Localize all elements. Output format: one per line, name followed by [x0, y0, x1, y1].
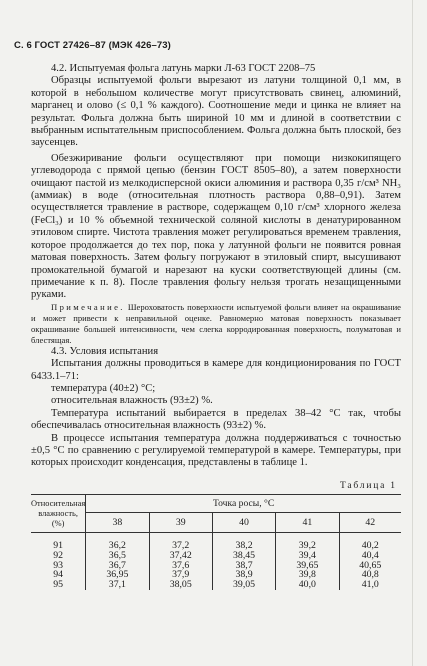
scan-edge-line: [412, 0, 413, 666]
table-cell: 40,4: [361, 549, 379, 561]
table-cell: 38,05: [149, 580, 212, 590]
table-cell: 36,7: [86, 561, 149, 571]
table-cell-humidity: 93: [31, 561, 86, 571]
section-4-3-paragraph-3: В процессе испытания температура должна поддерживаться с точностью ±0,5 °С по сравнению с регулируемой температурой в камере. Температуры, при которых происходит конденсация, представлены в таблице 1.: [31, 432, 401, 469]
table-cell: 38,9: [212, 570, 275, 580]
dew-point-table: [31, 494, 401, 590]
table-row: [31, 580, 401, 590]
section-4-3-paragraph-1: Испытания должны проводиться в камере для кондиционирования по ГОСТ 6433.1–71:: [31, 358, 401, 382]
table-cell: 39,2: [276, 533, 339, 551]
section-4-2-paragraph-2: Обезжиривание фольги осуществляют при помощи низкокипящего углеводорода с прямой цепью (бензин ГОСТ 8505–80), а затем поверхности очищают пастой из мелкодисперсной окиси алюминия и раствора 0,35 г/см³ NH₃ (аммиак) в воде (относительная плотность раствора 0,88–0,91). Затем осуществляется травление в растворе, содержащем 0,10 г/см³ хлорного железа (FeCl₃) и 10 % объемной технической соляной кислоты в денатурированном этиловом спирте. Чистота травления может регулироваться временем травления, которое продолжается до тех пор, пока у латунной фольги не появится ровная матовая поверхность. Затем фольгу погружают в этиловый спирт, высушивают промокательной бумагой и нарезают на куски соответствующей длины (см. примечание к п. 8). После травления фольгу нельзя трогать незащищенными руками.: [31, 152, 401, 301]
table-col-header: 39: [149, 513, 212, 533]
table-cell: 40,0: [276, 580, 339, 590]
table-row: [31, 533, 401, 551]
section-4-3-humidity: относительная влажность (93±2) %.: [51, 395, 213, 407]
note: [31, 302, 401, 346]
table-cell: 37,6: [149, 561, 212, 571]
table-col-header: 40: [212, 513, 275, 533]
section-4-2-paragraph-1: Образцы испытуемой фольги вырезают из латуни толщиной 0,1 мм, в которой в небольшом количестве могут присутствовать свинец, алюминий, марганец и олово (≤ 0,1 % каждого). Соотношение меди и цинка не влияет на результат. Фольга должна быть шириной 10 мм и длиной в соответствии с выбранным испытательным приспособлением. Фольга должна быть плоской, без заусенцев.: [31, 75, 401, 149]
table-cell: 40,65: [359, 559, 382, 571]
table-col-header: 38: [86, 513, 149, 533]
table-header-dew-point: Точка росы, °С: [86, 495, 401, 513]
table-row: [31, 570, 401, 580]
table-cell: 37,9: [149, 570, 212, 580]
section-4-3-title: 4.3. Условия испытания: [51, 345, 159, 357]
section-4-3-temperature: температура (40±2) °С;: [51, 382, 156, 394]
table-cell: 37,2: [149, 533, 212, 551]
page-header: С. 6 ГОСТ 27426–87 (МЭК 426–73): [14, 40, 171, 51]
section-4-3-paragraph-2: Температура испытаний выбирается в пределах 38–42 °С так, чтобы обеспечивалась относительная влажность (93±2) %.: [31, 407, 401, 432]
table-cell-humidity: 94: [31, 570, 86, 580]
table-cell: 40,8: [361, 569, 379, 581]
table-col-header: 42: [339, 513, 401, 533]
note-text: Шероховатость поверхности испытуемой фольги влияет на окрашивание и может привести к неправильной оценке. Равномерно матовая поверхность показывает окрашивание большей интенсивности, чем слегка корродированная поверхность, полуматовая и блестящая.: [31, 301, 401, 345]
table-cell: 36,5: [86, 551, 149, 561]
table-row: [31, 561, 401, 571]
table-cell: 38,2: [212, 533, 275, 551]
table-cell-humidity: 91: [31, 533, 86, 551]
table-cell: 36,2: [86, 533, 149, 551]
table-cell: 39,05: [212, 580, 275, 590]
table-cell: 40,2: [361, 540, 379, 551]
table-row: [31, 551, 401, 561]
table-cell-humidity: 95: [31, 580, 86, 590]
table-cell: 38,45: [212, 551, 275, 561]
table-title: Таблица 1: [340, 481, 397, 491]
body-text: [31, 63, 401, 470]
table-cell: 39,4: [276, 551, 339, 561]
table-cell: 37,42: [149, 551, 212, 561]
table-cell: 39,8: [276, 570, 339, 580]
note-label: Примечание.: [51, 301, 125, 312]
table-cell: 41,0: [361, 579, 379, 591]
table-cell: 39,65: [276, 561, 339, 571]
section-4-2-title: 4.2. Испытуемая фольга латунь марки Л-63 ГОСТ 2208–75: [51, 63, 316, 74]
table-cell: 38,7: [212, 561, 275, 571]
table-cell: 37,1: [86, 580, 149, 590]
table-cell: 36,95: [86, 570, 149, 580]
table-col-header: 41: [276, 513, 339, 533]
table-header-humidity: Относительная влажность, (%): [31, 495, 86, 533]
table-cell-humidity: 92: [31, 551, 86, 561]
